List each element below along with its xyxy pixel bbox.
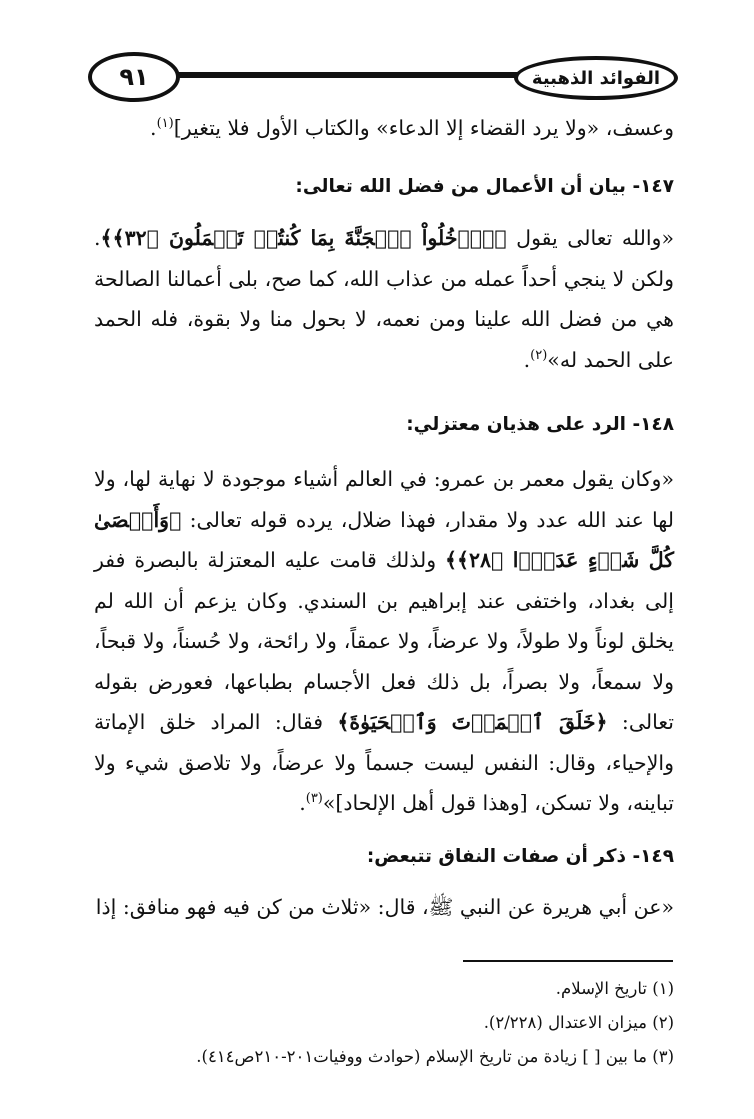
- footnote-ref-2: (٢): [530, 347, 548, 363]
- paragraph-text: ولذلك قامت عليه المعتزلة بالبصرة ففر إلى بغداد، واختفى عند إبراهيم بن السندي. وكان يزعم أن الله لم يخلق لوناً ولا طولاً، ولا عرضاً، ولا عمقاً، ولا رائحة، ولا حُسناً، ولا قبحاً، ولا سمعاً، ولا بصراً، بل ذلك فعل الأجسام بطباعها، فعورض بقوله تعالى:: [94, 548, 674, 734]
- paragraph-text: «وكان يقول معمر بن عمرو: في العالم أشياء موجودة لا نهاية لها، ولا لها عند الله عدد ولا مقدار، فهذا ضلال، يرده قوله تعالى:: [94, 467, 674, 532]
- footnote-ref-3: (٣): [305, 791, 323, 807]
- paragraph-continuation: [94, 108, 674, 149]
- paragraph-text: «والله تعالى يقول: [506, 226, 674, 250]
- quran-verse: ﴿خَلَقَ ٱلۡمَوۡتَ وَٱلۡحَيَوٰةَ﴾: [337, 710, 608, 734]
- quran-verse: ﴿ٱدۡخُلُواْ ٱلۡجَنَّةَ بِمَا كُنتُمۡ تَعۡمَلُونَ ﴿٣٢﴾﴾: [100, 226, 507, 250]
- paragraph-148: [94, 459, 674, 824]
- page-header: [88, 52, 678, 98]
- paragraph-end: .: [150, 116, 157, 140]
- page-number: ٩١: [88, 52, 180, 102]
- footnotes: [94, 972, 674, 1074]
- footnote-3: (٣) ما بين [ ] زيادة من تاريخ الإسلام (حوادث ووفيات٢٠١-٢١٠ص٤١٤).: [196, 1047, 674, 1066]
- quran-verse: ﴿وَأَحۡصَىٰ كُلَّ شَيۡءٍ عَدَدَۢا ﴿٢٨﴾﴾: [94, 507, 674, 572]
- paragraph-end: .: [299, 791, 306, 815]
- header-rule: [148, 72, 528, 78]
- paragraph-text: . ولكن لا ينجي أحداً عمله من عذاب الله، كما صح، بلى أعمالنا الصالحة هي من فضل الله علينا ومن نعمه، لا بحول منا ولا بقوة، فله الحمد على الحمد له»: [94, 226, 674, 372]
- section-heading-147: ١٤٧- بيان أن الأعمال من فضل الله تعالى:: [295, 176, 674, 197]
- paragraph-text: فقال: المراد خلق الإماتة والإحياء، وقال: النفس ليست جسماً ولا عرضاً، ولا تلاصق شيء ولا تباينه، ولا تسكن، [وهذا قول أهل الإلحاد]»: [94, 710, 674, 815]
- book-title: الفوائد الذهبية: [514, 56, 678, 100]
- paragraph-end: .: [523, 347, 531, 372]
- footnote-divider: [463, 960, 673, 962]
- paragraph-text: وعسف، «ولا يرد القضاء إلا الدعاء» والكتاب الأول فلا يتغير]: [173, 116, 674, 140]
- paragraph-147: [94, 218, 674, 380]
- footnote-ref-1: (١): [156, 116, 174, 132]
- section-heading-149: ١٤٩- ذكر أن صفات النفاق تتبعض:: [366, 846, 674, 867]
- footnote-1: (١) تاريخ الإسلام.: [555, 979, 674, 998]
- section-heading-148: ١٤٨- الرد على هذيان معتزلي:: [406, 414, 674, 435]
- paragraph-149: «عن أبي هريرة عن النبي ﷺ، قال: «ثلاث من كن فيه فهو منافق: إذا: [95, 895, 674, 919]
- footnote-2: (٢) ميزان الاعتدال (٢/٢٢٨).: [483, 1013, 674, 1032]
